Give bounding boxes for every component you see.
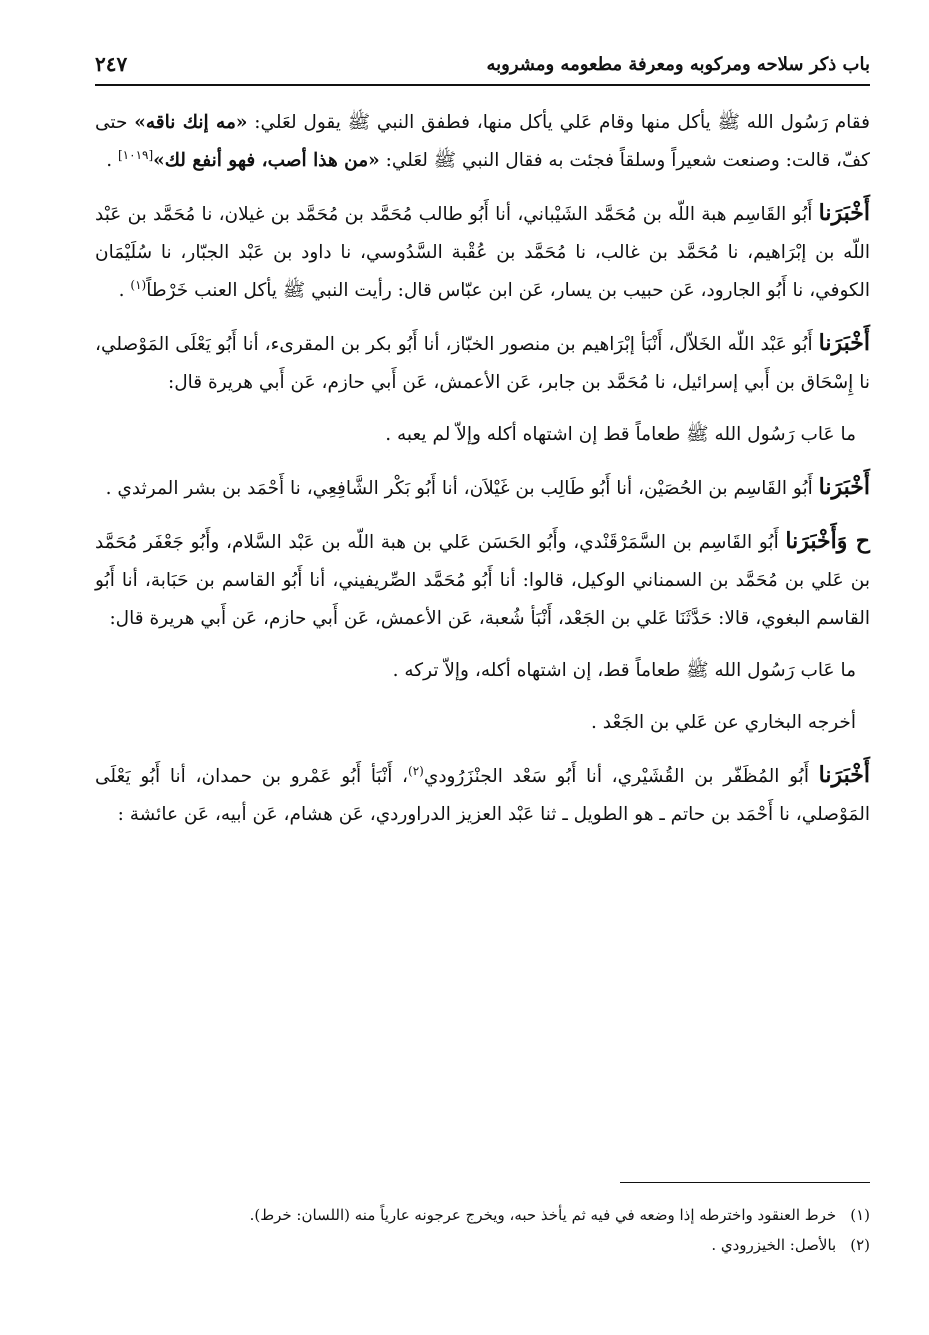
p2-text: أَبُو القَاسِم هبة اللّه بن مُحَمَّد الشَيْباني، أنا أَبُو طالب مُحَمَّد بن مُحَمَّد بن غيلان، نا مُحَمَّد بن عَبْد اللّه بن إبْرَاهيم، نا مُحَمَّد بن غالب، نا مُحَمَّد بن عُقْبة السَّدُوسي، نا داود بن عَبْد الجبّار، نا سُلَيْمَان الكوفي، نا أَبُو الجارود، عَن حبيب بن يسار، عَن ابن عبّاس قال: رأيت النبي ﷺ يأكل العنب خَرْطاً [95,204,870,301]
p2-footnote-marker: (١) [130,277,147,292]
p1-text: فقام رَسُول الله ﷺ يأكل منها وقام عَلي يأكل منها، فطفق النبي ﷺ يقول لعَلي: [247,112,870,133]
book-page [95,50,870,1290]
paragraph-7 [95,652,870,690]
p1-reference: [١٠١٩] [117,147,154,162]
footnote-2-text: بالأصل: الخيزرودي . [711,1236,837,1254]
p8-text: أخرجه البخاري عن عَلي بن الجَعْد . [591,712,856,733]
p1-quote-1: «مه إنك ناقه» [134,112,248,133]
page-header [95,50,870,86]
p1-end: . [106,150,118,171]
p9-footnote-marker: (٢) [408,763,424,778]
running-title: باب ذكر سلاحه ومركوبه ومعرفة مطعومه ومشروبه [486,54,870,75]
p1-quote-2: «من هذا أصب، فهو أنفع لك» [153,150,380,171]
p3-lead: أَخْبَرَنا [818,330,870,356]
body-text [95,104,870,834]
p6-prefix: ح [847,528,870,554]
page-number: ٢٤٧ [95,52,128,76]
p1-text-2: حتى كفّ، قالت: وصنعت شعيراً وسلقاً فجئت به فقال النبي ﷺ لعَلي: [95,112,870,171]
p5-text: أَبُو القَاسِم بن الحُصَيْن، أنا أَبُو طَالِب بن غَيْلاَن، أنا أَبُو بَكْر الشَّافِعِي، نا أَحْمَد بن بشر المرثدي . [105,478,819,499]
paragraph-3 [95,324,870,402]
footnotes [95,1200,870,1260]
footnote-divider [620,1182,870,1183]
p7-text: ما عَاب رَسُول الله ﷺ طعاماً قط، إن اشتهاه أكله، وإلاّ تركه . [392,660,856,681]
footnote-2-number: (٢) [850,1236,870,1254]
footnote-2 [95,1230,870,1260]
paragraph-5 [95,468,870,508]
p9-lead: أَخْبَرَنا [818,762,870,788]
p2-end: . [118,280,131,301]
p2-lead: أَخْبَرَنا [818,200,870,226]
p9-text-2: ، أَنْبَأ أَبُو عَمْرو بن حمدان، أنا أَبُو يَعْلَى المَوْصلي، نا أَحْمَد بن حاتم ـ هو الطويل ـ ثنا عَبْد العزيز الدراوردي، عَن هشام، عَن أبيه، عَن عائشة : [95,766,870,825]
paragraph-1 [95,104,870,180]
p9-text-1: أَبُو المُظَفّر بن القُشَيْري، أنا أَبُو سَعْد الجنْزَرُودي [423,766,819,787]
p3-text: أَبُو عَبْد اللّه الخَلاّل، أَنْبَأ إبْرَاهيم بن منصور الخبّاز، أنا أَبُو بكر بن المقرىء، أنا أَبُو يَعْلَى المَوْصلي، نا إِسْحَاق بن أَبي إسرائيل، نا مُحَمَّد بن جابر، عَن الأعمش، عَن أَبي حازم، عَن أَبي هريرة قال: [95,334,870,393]
p6-text: أَبُو القَاسِم بن السَّمَرْقَنْدي، وأَبُو الحَسَن عَلي بن هبة اللّه بن عَبْد السَّلام، وأَبُو جَعْفَر مُحَمَّد بن عَلي بن مُحَمَّد بن السمناني الوكيل، قالوا: أنا أَبُو مُحَمَّد الصِّريفيني، أنا أَبُو القاسم بن حَبَابة، أنا أَبُو القاسم البغوي، قالا: حَدَّثَنَا عَلي بن الجَعْد، أَنْبَأ شُعبة، عَن الأعمش، عَن أَبي حازم، عَن أَبي هريرة قال: [95,532,870,629]
paragraph-8 [95,704,870,742]
paragraph-9 [95,756,870,834]
footnote-1-text: خرط العنقود واخترطه إذا وضعه في فيه ثم يأخذ حبه، ويخرج عرجونه عارياً منه (اللسان: خرط). [249,1206,837,1224]
footnote-1 [95,1200,870,1230]
p5-lead: أَخْبَرَنا [818,474,870,500]
p4-text: ما عَاب رَسُول الله ﷺ طعاماً قط إن اشتهاه أكله وإلاّ لم يعبه . [385,424,856,445]
paragraph-6 [95,522,870,638]
p6-lead: وَأَخْبَرَنا [785,528,848,554]
paragraph-4 [95,416,870,454]
paragraph-2 [95,194,870,310]
footnote-1-number: (١) [850,1206,870,1224]
